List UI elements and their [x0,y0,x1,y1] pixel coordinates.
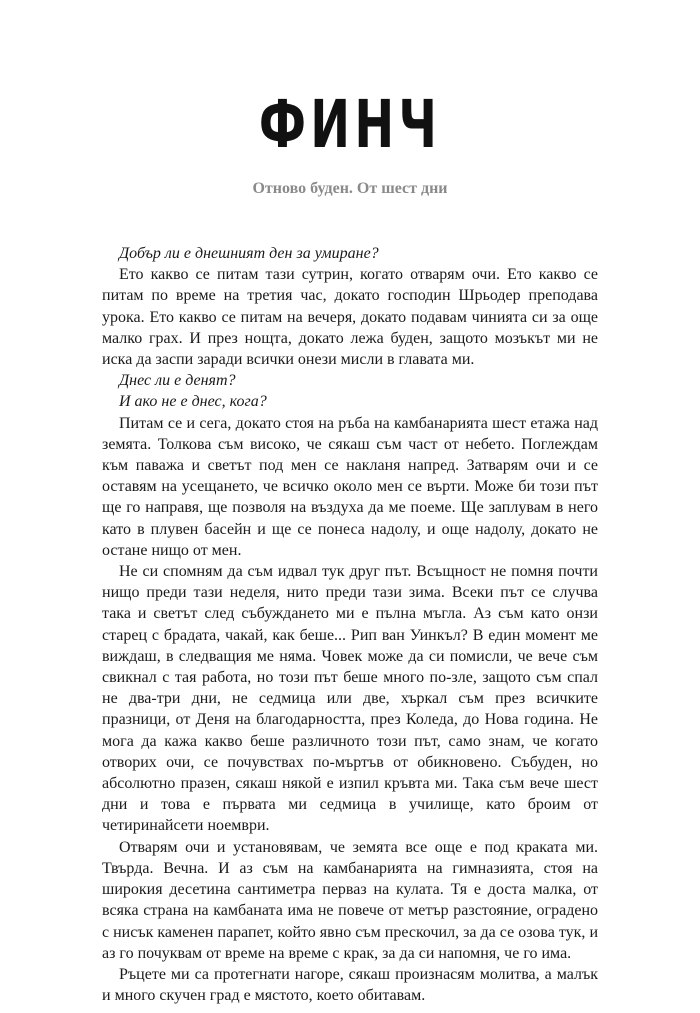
paragraph: Днес ли е денят? [119,372,236,390]
paragraph: И ако не е днес, кога? [119,393,267,411]
chapter-title: ФИНЧ [258,86,442,163]
paragraph: Ръцете ми са протегнати нагоре, сякаш произнасям молитва, а малък и много скучен град е мястото, което обитавам. [102,965,598,1005]
paragraph: Питам се и сега, докато стоя на ръба на камбанарията шест етажа над земята. Толкова съм високо, че сякаш съм част от небето. Поглеждам към паважа и светът под мен се накланя напред. Затварям очи и се оставям на усещането, че всичко около мен се върти. Може би този път ще го направя, ще позволя на въздуха да ме поеме. Ще заплувам в него като в плувен басейн и ще се понеса надолу, и още надолу, докато не остане нищо от мен. [102,414,598,559]
chapter-body [102,243,598,1006]
paragraph: Отварям очи и установявам, че земята все още е под краката ми. Твърда. Вечна. И аз съм на камбанарията на гимназията, стоя на широкия десетина сантиметра перваз на кулата. Тя е доста малка, от всяка страна на камбаната има не повече от метър разстояние, оградено с нисък каменен парапет, който явно съм прескочил, за да се озова тук, и аз го почуквам от време на време с крак, за да си напомня, че го има. [102,838,598,962]
chapter-subtitle: Отново буден. От шест дни [252,180,448,197]
paragraph: Добър ли е днешният ден за умиране? [119,245,379,262]
paragraph: Ето какво се питам тази сутрин, когато отварям очи. Ето какво се питам по време на третия час, докато господин Шрьодер преподава урока. Ето какво се питам на вечеря, докато подавам чинията си за още малко грах. И през нощта, докато лежа буден, защото мозъкът ми не иска да заспи заради всички онези мисли в главата ми. [102,266,598,369]
paragraph: Не си спомням да съм идвал тук друг път. Всъщност не помня почти нищо преди тази неделя, нито преди тази зима. Всеки път се случва така и светът след събуждането ми е пълна мъгла. Аз съм като онзи старец с брадата, чакай, как беше... Рип ван Уинкъл? В един момент ме виждаш, в следващия ме няма. Човек може да си помисли, че вече съм свикнал с тая работа, но този път беше много по-зле, защото съм спал не два-три дни, не седмица или две, хъркал съм през всичките празници, от Деня на благодарността, през Коледа, до Нова година. Не мога да кажа какво беше различното този път, само знам, че когато отворих очи, се почувствах по-мъртъв от обикновено. Събуден, но абсолютно празен, сякаш някой е изпил кръвта ми. Така съм вече шест дни и това е първата ми седмица в училище, като броим от четиринайсети ноември. [102,563,598,835]
